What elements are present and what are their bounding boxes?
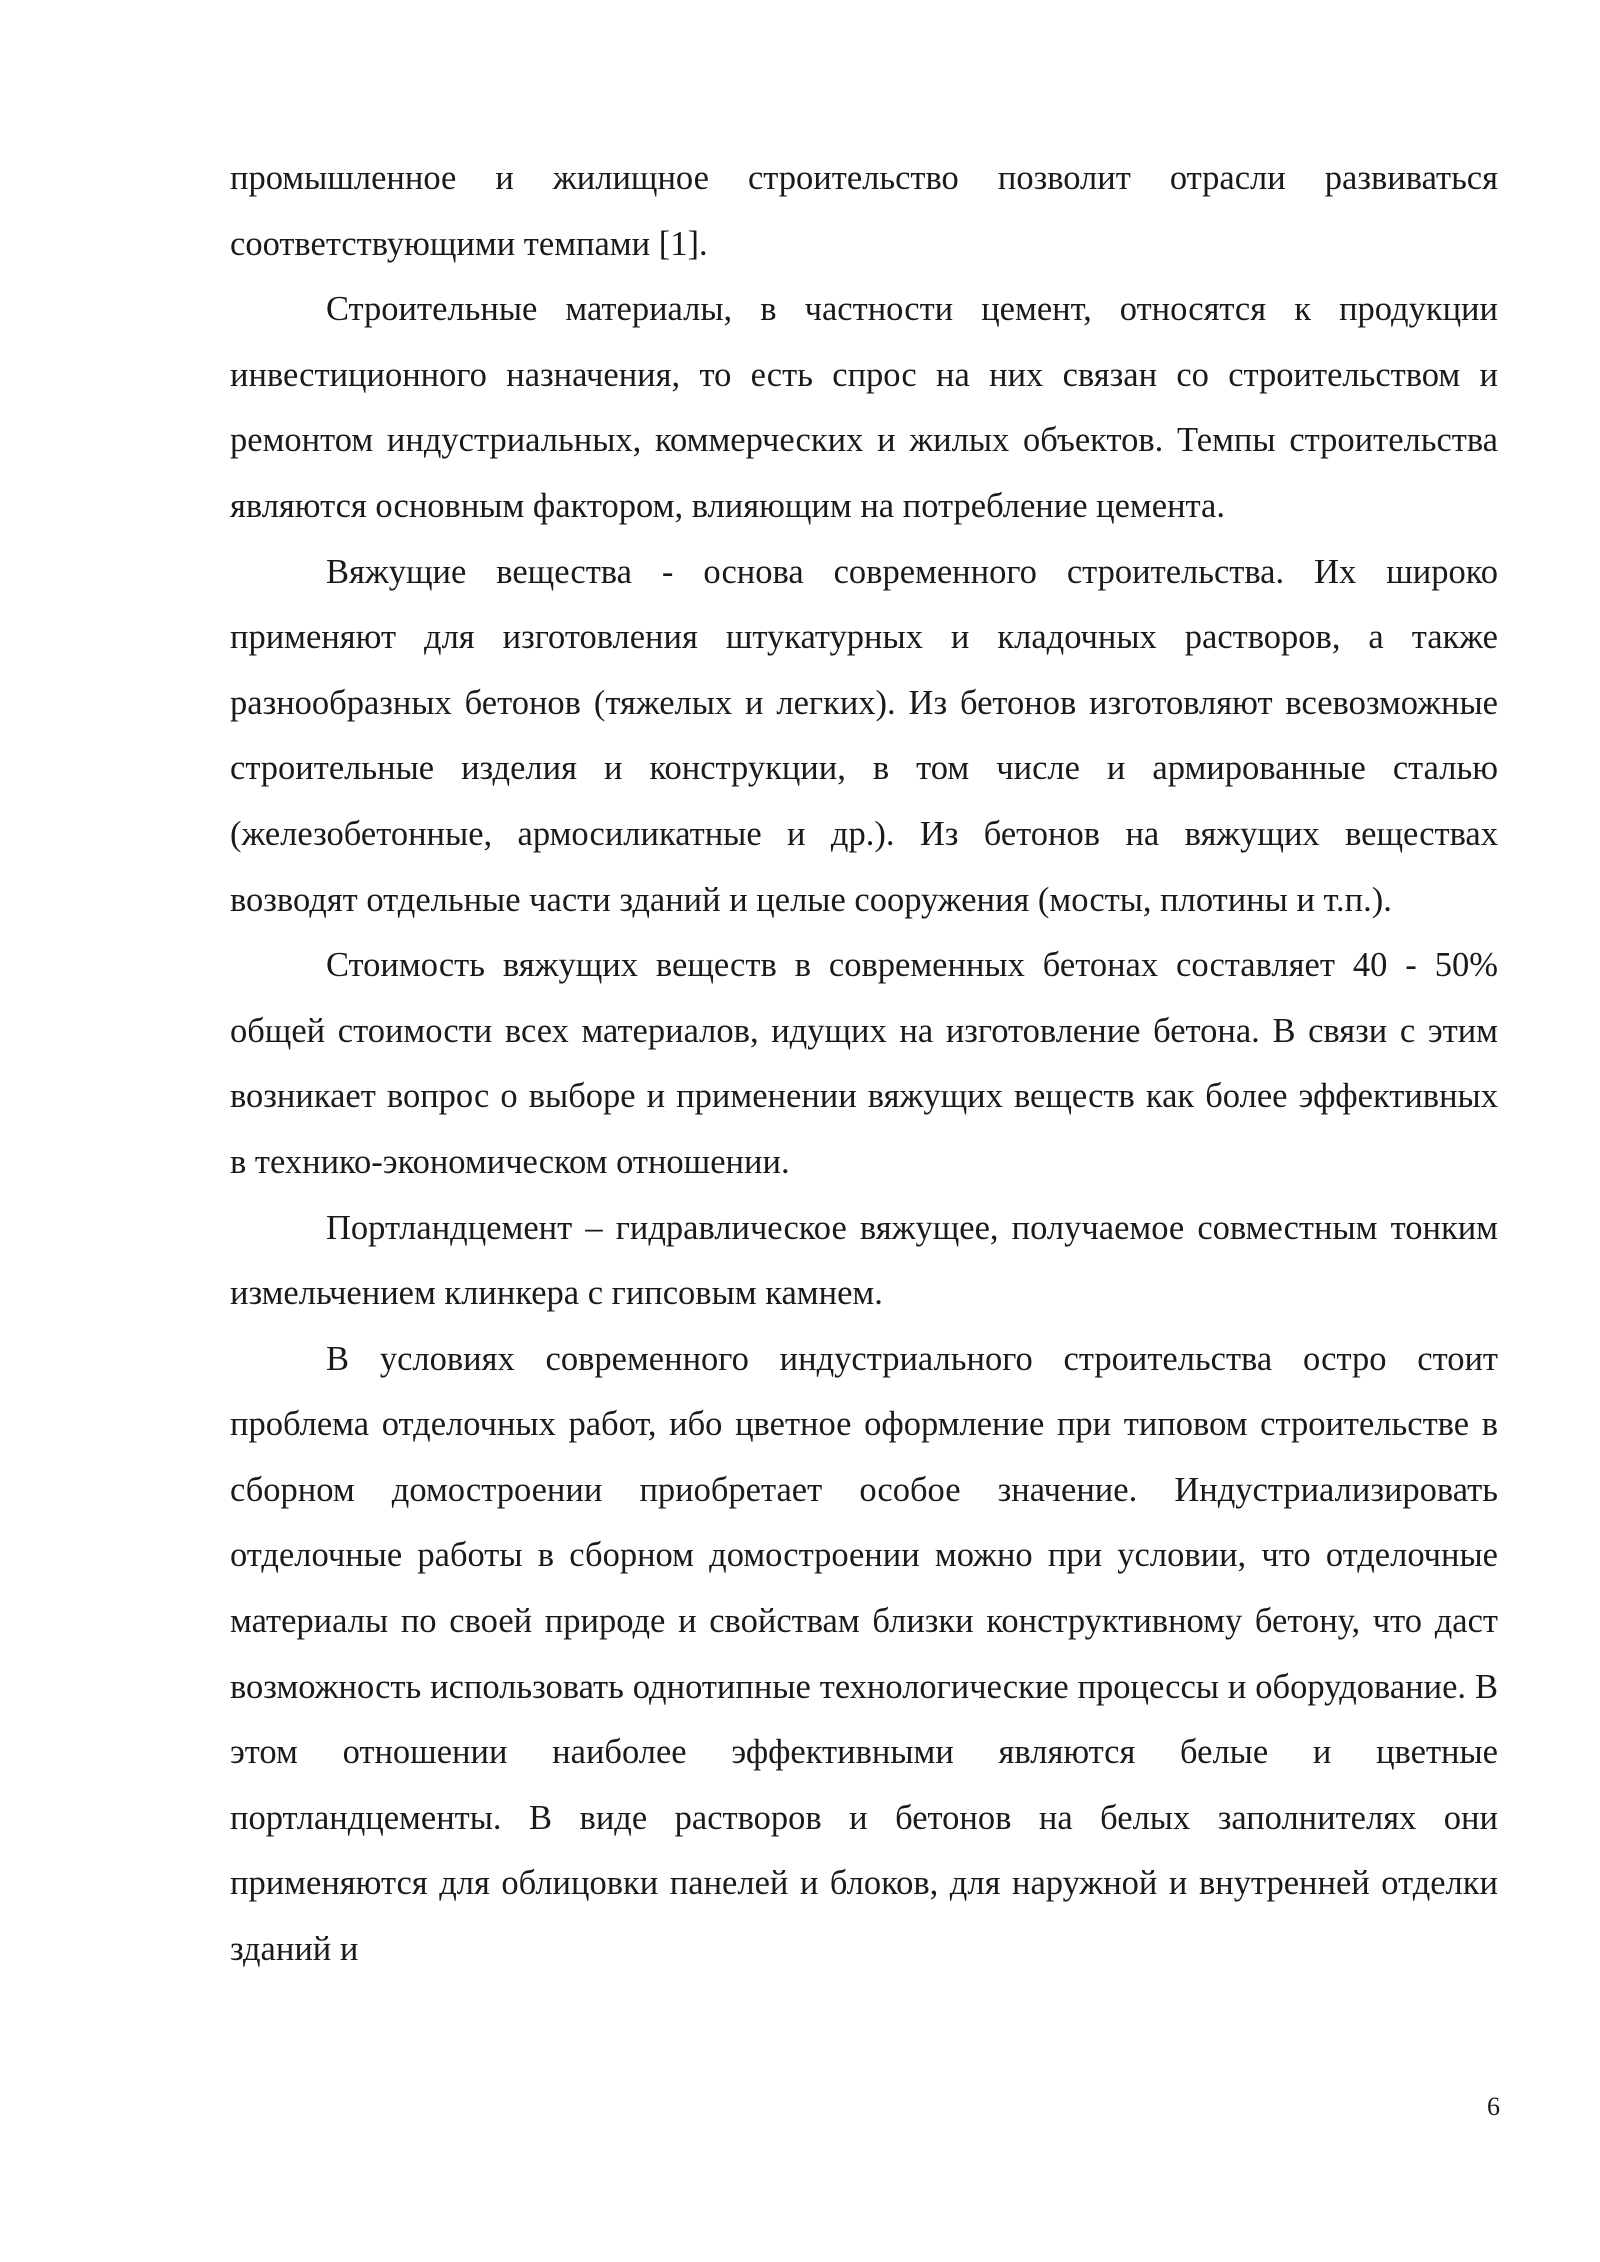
- paragraph-5: Портландцемент – гидравлическое вяжущее, получаемое совместным тонким измельчением клинкера с гипсовым камнем.: [230, 1208, 1498, 1313]
- page-number: 6: [1487, 2092, 1500, 2121]
- paragraph-1: промышленное и жилищное строительство позволит отрасли развиваться соответствующими темпами [1].: [230, 159, 1498, 263]
- paragraph-6: В условиях современного индустриального строительства остро стоит проблема отделочных работ, ибо цветное оформление при типовом строительстве в сборном домостроении приобретает особое значение. Индустриализировать отделочные работы в сборном домостроении можно при условии, что отделочные материалы по своей природе и свойствам близки конструктивному бетону, что даст возможность использовать однотипные технологические процессы и оборудование. В этом отношении наиболее эффективными являются белые и цветные портландцементы. В виде растворов и бетонов на белых заполнителях они применяются для облицовки панелей и блоков, для наружной и внутренней отделки зданий и: [230, 1339, 1498, 1969]
- paragraph-4: Стоимость вяжущих веществ в современных бетонах составляет 40 - 50% общей стоимости всех материалов, идущих на изготовление бетона. В связи с этим возникает вопрос о выборе и применении вяжущих веществ как более эффективных в технико-экономическом отношении.: [230, 946, 1498, 1181]
- paragraph-2: Строительные материалы, в частности цемент, относятся к продукции инвестиционного назначения, то есть спрос на них связан со строительством и ремонтом индустриальных, коммерческих и жилых объектов. Темпы строительства являются основным фактором, влияющим на потребление цемента.: [230, 290, 1498, 525]
- document-body: [230, 146, 1498, 1983]
- paragraph-3: Вяжущие вещества - основа современного строительства. Их широко применяют для изготовления штукатурных и кладочных растворов, а также разнообразных бетонов (тяжелых и легких). Из бетонов изготовляют всевозможные строительные изделия и конструкции, в том числе и армированные сталью (железобетонные, армосиликатные и др.). Из бетонов на вяжущих веществах возводят отдельные части зданий и целые сооружения (мосты, плотины и т.п.).: [230, 552, 1498, 919]
